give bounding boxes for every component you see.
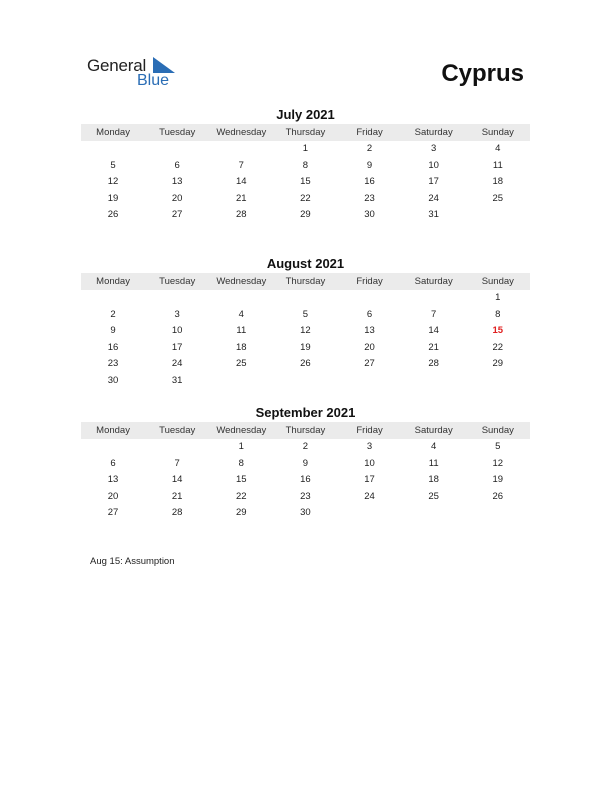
day-cell: 22: [492, 341, 504, 353]
day-cell: 13: [364, 325, 375, 336]
day-cell: 2: [110, 308, 116, 320]
day-cell: 7: [174, 457, 180, 469]
empty-day-cell: [402, 373, 466, 390]
day-cell: 30: [107, 374, 119, 386]
day-cell: 21: [171, 490, 183, 502]
week-row: [81, 373, 530, 390]
day-cell: 29: [300, 209, 311, 220]
day-cell: 18: [492, 176, 504, 187]
weekday-label: Tuesday: [159, 425, 196, 436]
day-cell: 14: [171, 474, 183, 485]
day-cell: 25: [428, 490, 439, 502]
weekday-label: Sunday: [481, 276, 514, 287]
empty-day-cell: [338, 373, 402, 390]
empty-day-cell: [145, 141, 209, 158]
day-cell: 23: [107, 358, 119, 369]
day-cell: 26: [300, 358, 311, 369]
weekday-header-row: [81, 124, 530, 141]
weekday-label: Sunday: [481, 127, 514, 138]
day-cell: 31: [428, 209, 439, 220]
day-cell: 7: [238, 159, 244, 171]
day-cell: 16: [364, 176, 375, 187]
week-row: [81, 158, 530, 175]
weekday-label: Saturday: [414, 425, 453, 436]
month-calendar-july: [81, 107, 530, 224]
holiday-day-cell: 15: [492, 325, 504, 336]
weekday-label: Sunday: [481, 425, 514, 436]
weekday-label: Wednesday: [216, 276, 267, 287]
logo-text-general: General: [87, 56, 147, 75]
day-cell: 28: [428, 358, 439, 369]
day-cell: 9: [366, 159, 373, 171]
weekday-header-row: [81, 273, 530, 290]
day-cell: 12: [492, 457, 504, 469]
week-row: [81, 307, 530, 324]
day-cell: 18: [236, 341, 247, 353]
day-cell: 11: [428, 457, 439, 469]
day-cell: 5: [495, 441, 501, 452]
day-cell: 19: [107, 192, 119, 204]
day-cell: 5: [110, 159, 116, 171]
week-row: [81, 141, 530, 158]
day-cell: 3: [366, 441, 373, 452]
day-cell: 20: [364, 341, 375, 353]
week-row: [81, 290, 530, 307]
day-cell: 4: [238, 308, 244, 320]
day-cell: 25: [492, 192, 504, 204]
day-cell: 4: [431, 441, 437, 452]
empty-day-cell: [402, 505, 466, 522]
empty-day-cell: [209, 373, 273, 390]
day-cell: 18: [428, 474, 439, 485]
weekday-label: Thursday: [285, 127, 326, 138]
day-cell: 3: [174, 308, 180, 320]
empty-day-cell: [466, 207, 530, 224]
holiday-notes: [90, 556, 175, 567]
day-cell: 19: [492, 474, 504, 485]
weekday-label: Wednesday: [216, 425, 267, 436]
week-row: [81, 323, 530, 340]
day-cell: 28: [171, 507, 183, 518]
empty-day-cell: [273, 290, 337, 307]
holiday-note: Aug 15: Assumption: [90, 556, 175, 567]
day-cell: 24: [364, 490, 375, 502]
weekday-label: Tuesday: [159, 127, 196, 138]
month-title: September 2021: [255, 405, 356, 420]
empty-day-cell: [81, 290, 145, 307]
day-cell: 12: [107, 176, 119, 187]
day-cell: 1: [495, 292, 501, 303]
day-cell: 6: [174, 159, 180, 171]
day-cell: 12: [300, 325, 311, 336]
day-cell: 16: [300, 474, 311, 485]
day-cell: 15: [236, 474, 247, 485]
day-cell: 1: [302, 143, 309, 154]
day-cell: 10: [428, 159, 439, 171]
empty-day-cell: [209, 290, 273, 307]
day-cell: 6: [366, 308, 373, 320]
day-cell: 27: [107, 507, 119, 518]
week-row: [81, 207, 530, 224]
weekday-label: Friday: [356, 127, 383, 138]
day-cell: 6: [110, 457, 116, 469]
day-cell: 14: [236, 176, 247, 187]
empty-day-cell: [145, 439, 209, 456]
weekday-label: Monday: [96, 127, 130, 138]
empty-day-cell: [338, 505, 402, 522]
empty-day-cell: [338, 290, 402, 307]
week-row: [81, 174, 530, 191]
day-cell: 25: [236, 358, 247, 369]
empty-day-cell: [81, 141, 145, 158]
day-cell: 30: [364, 209, 375, 220]
month-calendar-september: [81, 405, 530, 522]
day-cell: 26: [492, 490, 504, 502]
day-cell: 24: [171, 358, 183, 369]
month-title: August 2021: [266, 256, 345, 271]
day-cell: 7: [431, 308, 437, 320]
generalblue-logo: [87, 56, 207, 92]
day-cell: 21: [428, 341, 439, 353]
day-cell: 22: [300, 192, 311, 204]
weekday-label: Thursday: [285, 276, 326, 287]
day-cell: 28: [236, 209, 247, 220]
weekday-label: Wednesday: [216, 127, 267, 138]
day-cell: 11: [236, 325, 247, 336]
month-calendar-august: [81, 256, 530, 389]
week-row: [81, 191, 530, 208]
day-cell: 24: [428, 192, 439, 204]
day-cell: 14: [428, 325, 439, 336]
day-cell: 17: [171, 341, 183, 353]
day-cell: 17: [428, 176, 439, 187]
country-title: Cyprus: [441, 60, 524, 87]
logo-triangle-icon: [153, 57, 175, 73]
week-row: [81, 456, 530, 473]
weekday-label: Thursday: [285, 425, 326, 436]
day-cell: 10: [364, 457, 375, 469]
day-cell: 27: [364, 358, 375, 369]
empty-day-cell: [402, 290, 466, 307]
day-cell: 17: [364, 474, 375, 485]
weekday-label: Monday: [96, 276, 130, 287]
day-cell: 8: [495, 308, 501, 320]
day-cell: 10: [171, 325, 183, 336]
day-cell: 11: [492, 159, 503, 171]
day-cell: 23: [364, 192, 375, 204]
weekday-label: Tuesday: [159, 276, 196, 287]
day-cell: 9: [110, 325, 116, 336]
day-cell: 20: [107, 490, 119, 502]
day-cell: 13: [171, 176, 183, 187]
day-cell: 9: [302, 457, 309, 469]
week-row: [81, 340, 530, 357]
day-cell: 2: [366, 143, 373, 154]
day-cell: 5: [302, 308, 309, 320]
empty-day-cell: [81, 439, 145, 456]
week-row: [81, 472, 530, 489]
day-cell: 31: [171, 374, 183, 386]
day-cell: 23: [300, 490, 311, 502]
weekday-label: Friday: [356, 276, 383, 287]
weekday-label: Saturday: [414, 127, 453, 138]
day-cell: 13: [107, 474, 119, 485]
day-cell: 15: [300, 176, 311, 187]
week-row: [81, 489, 530, 506]
month-title: July 2021: [276, 107, 335, 122]
empty-day-cell: [145, 290, 209, 307]
day-cell: 3: [431, 143, 437, 154]
weekday-header-row: [81, 422, 530, 439]
day-cell: 1: [238, 441, 244, 452]
day-cell: 8: [302, 159, 309, 171]
day-cell: 20: [171, 192, 183, 204]
day-cell: 21: [236, 192, 247, 204]
day-cell: 19: [300, 341, 311, 353]
day-cell: 26: [107, 209, 119, 220]
week-row: [81, 439, 530, 456]
week-row: [81, 505, 530, 522]
week-row: [81, 356, 530, 373]
day-cell: 27: [171, 209, 183, 220]
day-cell: 29: [236, 507, 247, 518]
empty-day-cell: [466, 373, 530, 390]
weekday-label: Friday: [356, 425, 383, 436]
day-cell: 22: [236, 490, 247, 502]
empty-day-cell: [273, 373, 337, 390]
logo-text-blue: Blue: [137, 72, 170, 89]
day-cell: 2: [302, 441, 309, 452]
day-cell: 30: [300, 507, 311, 518]
empty-day-cell: [209, 141, 273, 158]
weekday-label: Monday: [96, 425, 130, 436]
weekday-label: Saturday: [414, 276, 453, 287]
empty-day-cell: [466, 505, 530, 522]
day-cell: 4: [495, 143, 501, 154]
day-cell: 29: [492, 358, 504, 369]
page-header: [0, 0, 612, 100]
day-cell: 16: [107, 341, 119, 353]
day-cell: 8: [238, 457, 244, 469]
